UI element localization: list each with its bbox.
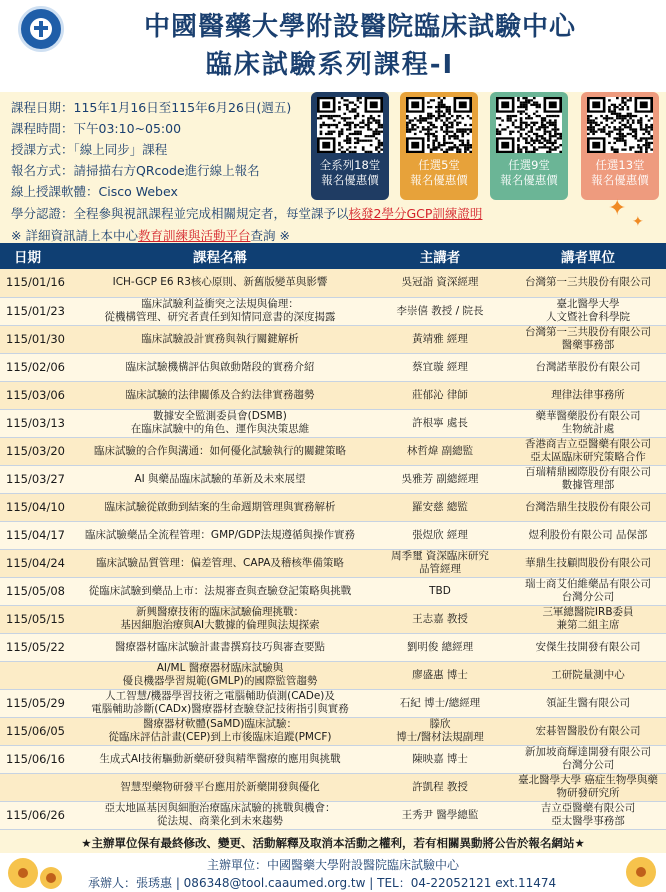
table-row	[0, 409, 666, 437]
qr-code-icon[interactable]	[406, 97, 472, 153]
table-row	[0, 745, 666, 773]
cell-speaker: 石紀 博士/總經理	[370, 689, 510, 717]
header-date: 日期	[0, 243, 70, 269]
cell-org: 台灣第一三共股份有限公司	[510, 269, 666, 297]
cell-date: 115/05/15	[0, 605, 70, 633]
cell-org: 三軍總醫院IRB委員 兼第二組主席	[510, 605, 666, 633]
table-row	[0, 577, 666, 605]
qr-card-pick-9[interactable]: 任選9堂 報名優惠價	[490, 92, 568, 200]
cell-date: 115/02/06	[0, 353, 70, 381]
cell-speaker: 吳冠詣 資深經理	[370, 269, 510, 297]
cell-course: 新興醫療技術的臨床試驗倫理挑戰： 基因細胞治療與AI大數據的倫理與法規探索	[70, 605, 370, 633]
header	[0, 0, 666, 92]
qr-code-icon[interactable]	[587, 97, 653, 153]
cell-date: 115/06/26	[0, 801, 70, 829]
course-software: 線上授課軟體：Cisco Webex	[11, 184, 178, 199]
table-row	[0, 437, 666, 465]
cell-speaker: 黃靖雅 經理	[370, 325, 510, 353]
cell-course: 臨床試驗機構評估與啟動階段的實務介紹	[70, 353, 370, 381]
course-date: 課程日期：115年1月16日至115年6月26日(週五)	[11, 100, 292, 115]
cell-course: 人工智慧/機器學習技術之電腦輔助偵測(CADe)及 電腦輔助診斷(CADx)醫療器材查驗登記技術指引與實務	[70, 689, 370, 717]
signup-method: 報名方式：請掃描右方QRcode進行線上報名	[11, 163, 260, 178]
cell-course: AI/ML 醫療器材臨床試驗與 優良機器學習規範(GMLP)的國際監管趨勢	[70, 661, 370, 689]
cell-date: 115/05/08	[0, 577, 70, 605]
course-time: 課程時間：下午03:10~05:00	[11, 121, 182, 136]
qr-code-icon[interactable]	[317, 97, 383, 153]
header-org: 講者單位	[510, 243, 666, 269]
cell-speaker: 羅安慈 總監	[370, 493, 510, 521]
cell-date: 115/04/24	[0, 549, 70, 577]
table-row	[0, 297, 666, 325]
cell-course: 醫療器材軟體(SaMD)臨床試驗： 從臨床評估計畫(CEP)到上市後臨床追蹤(PMCF)	[70, 717, 370, 745]
cell-org: 宏碁智醫股份有限公司	[510, 717, 666, 745]
table-row	[0, 661, 666, 689]
platform-link[interactable]: 教育訓練與活動平台	[137, 228, 251, 243]
cell-course: 亞太地區基因與細胞治療臨床試驗的挑戰與機會： 從法規、商業化到未來趨勢	[70, 801, 370, 829]
credit-highlight: 核發2學分GCP訓練證明	[348, 206, 483, 221]
cell-course: ICH-GCP E6 R3核心原則、新舊版變革與影響	[70, 269, 370, 297]
table-row	[0, 549, 666, 577]
qr-code-icon[interactable]	[496, 97, 562, 153]
cell-speaker: 莊郁沁 律師	[370, 381, 510, 409]
sparkle-icon: ✦	[632, 214, 644, 230]
cell-date: 115/03/13	[0, 409, 70, 437]
cell-speaker: 許根寧 處長	[370, 409, 510, 437]
table-row	[0, 801, 666, 829]
table-row	[0, 717, 666, 745]
table-row	[0, 493, 666, 521]
cell-course: 生成式AI技術驅動新藥研發與精準醫療的應用與挑戰	[70, 745, 370, 773]
cell-course: 醫療器材臨床試驗計畫書撰寫技巧與審查要點	[70, 633, 370, 661]
cell-org: 台灣第一三共股份有限公司 醫藥事務部	[510, 325, 666, 353]
course-mode: 授課方式：「線上同步」課程	[11, 142, 168, 157]
cell-course: 臨床試驗品質管理：偏差管理、CAPA及稽核準備策略	[70, 549, 370, 577]
cell-date: 115/05/29	[0, 689, 70, 717]
cell-date	[0, 773, 70, 801]
cell-date: 115/01/30	[0, 325, 70, 353]
footer	[0, 853, 666, 892]
cell-speaker: 李崇僖 教授 / 院長	[370, 297, 510, 325]
cell-org: 煜利股份有限公司 品保部	[510, 521, 666, 549]
sparkle-icon: ✦	[608, 196, 627, 221]
cell-org: 理律法律事務所	[510, 381, 666, 409]
cell-org: 百瑞精鼎國際股份有限公司 數據管理部	[510, 465, 666, 493]
table-row	[0, 381, 666, 409]
cell-org: 工研院量測中心	[510, 661, 666, 689]
cell-date: 115/01/23	[0, 297, 70, 325]
cell-org: 香港商吉立亞醫藥有限公司 亞太區臨床研究策略合作	[510, 437, 666, 465]
cell-date: 115/03/27	[0, 465, 70, 493]
cell-speaker: 吳雅芳 副總經理	[370, 465, 510, 493]
info-note: ※ 詳細資訊請上本中心教育訓練與活動平台查詢 ※	[11, 228, 290, 243]
cell-course: 臨床試驗的法律關係及合約法律實務趨勢	[70, 381, 370, 409]
cell-org: 台灣諾華股份有限公司	[510, 353, 666, 381]
header-course: 課程名稱	[70, 243, 370, 269]
table-row	[0, 689, 666, 717]
cell-course: 數據安全監測委員會(DSMB) 在臨床試驗中的角色、運作與決策思維	[70, 409, 370, 437]
cell-org: 領証生醫有限公司	[510, 689, 666, 717]
table-row	[0, 633, 666, 661]
cell-speaker: 周季璽 資深臨床研究 品管經理	[370, 549, 510, 577]
page-title: 中國醫藥大學附設醫院臨床試驗中心	[143, 12, 576, 42]
table-row	[0, 605, 666, 633]
cell-org: 安傑生技開發有限公司	[510, 633, 666, 661]
host-org: 主辦單位：中國醫藥大學附設醫院臨床試驗中心	[206, 858, 459, 872]
cell-org: 台灣浩鼎生技股份有限公司	[510, 493, 666, 521]
cell-speaker: 王志嘉 教授	[370, 605, 510, 633]
cell-speaker: 張煜欣 經理	[370, 521, 510, 549]
table-row	[0, 465, 666, 493]
cell-course: 臨床試驗利益衝突之法規與倫理： 從機構管理、研究者責任到知情同意書的深度揭露	[70, 297, 370, 325]
table-row	[0, 269, 666, 297]
cell-org: 華鼎生技顧問股份有限公司	[510, 549, 666, 577]
table-header-row	[0, 243, 666, 269]
contact-info: 承辦人：張琇惠 | 086348@tool.caaumed.org.tw | TEL：04-22052121 ext.11474	[88, 876, 557, 890]
cell-course: 從臨床試驗到藥品上市：法規審查與查驗登記策略與挑戰	[70, 577, 370, 605]
cell-speaker: 許凱程 教授	[370, 773, 510, 801]
hospital-logo-icon	[18, 6, 64, 52]
cell-speaker: TBD	[370, 577, 510, 605]
table-row	[0, 325, 666, 353]
cell-date: 115/06/05	[0, 717, 70, 745]
header-speaker: 主講者	[370, 243, 510, 269]
cell-speaker: 林哲煒 副總監	[370, 437, 510, 465]
cell-org: 臺北醫學大學 癌症生物學與藥 物研發研究所	[510, 773, 666, 801]
cell-org: 新加坡商輝達開發有限公司 台灣分公司	[510, 745, 666, 773]
cell-speaker: 王秀尹 醫學總監	[370, 801, 510, 829]
page-subtitle: 臨床試驗系列課程-I	[205, 50, 455, 80]
cell-org: 吉立亞醫藥有限公司 亞太醫學事務部	[510, 801, 666, 829]
cell-org: 臺北醫學大學 人文暨社會科學院	[510, 297, 666, 325]
qr-card-pick-5[interactable]: 任選5堂 報名優惠價	[400, 92, 478, 200]
cell-date: 115/06/16	[0, 745, 70, 773]
cell-date: 115/03/20	[0, 437, 70, 465]
cell-course: AI 與藥品臨床試驗的革新及未來展望	[70, 465, 370, 493]
cell-speaker: 蔡宜璇 經理	[370, 353, 510, 381]
table-row	[0, 773, 666, 801]
cell-date	[0, 661, 70, 689]
cell-course: 臨床試驗藥品全流程管理：GMP/GDP法規遵循與操作實務	[70, 521, 370, 549]
cell-speaker: 廖盛惠 博士	[370, 661, 510, 689]
cell-speaker: 劉明俊 總經理	[370, 633, 510, 661]
cell-course: 臨床試驗設計實務與執行關鍵解析	[70, 325, 370, 353]
table-row	[0, 521, 666, 549]
cell-org: 藥華醫藥股份有限公司 生物統計處	[510, 409, 666, 437]
cell-course: 臨床試驗的合作與溝通：如何優化試驗執行的關鍵策略	[70, 437, 370, 465]
disclaimer-note: ★主辦單位保有最終修改、變更、活動解釋及取消本活動之權利，若有相關異動將公告於報名網站★	[0, 833, 666, 853]
cell-org: 瑞士商艾伯維藥品有限公司 台灣分公司	[510, 577, 666, 605]
qr-card-full-series[interactable]: 全系列18堂 報名優惠價	[311, 92, 389, 200]
cell-course: 臨床試驗從啟動到結案的生命週期管理與實務解析	[70, 493, 370, 521]
cell-date: 115/01/16	[0, 269, 70, 297]
cell-date: 115/05/22	[0, 633, 70, 661]
qr-card-pick-13[interactable]: 任選13堂 報名優惠價	[581, 92, 659, 200]
cell-course: 智慧型藥物研發平台應用於新藥開發與優化	[70, 773, 370, 801]
table-row	[0, 353, 666, 381]
schedule-table	[0, 243, 666, 830]
cell-date: 115/04/17	[0, 521, 70, 549]
cell-speaker: 滕欣 博士/醫材法規副理	[370, 717, 510, 745]
cell-date: 115/03/06	[0, 381, 70, 409]
cell-speaker: 陳映嘉 博士	[370, 745, 510, 773]
cell-date: 115/04/10	[0, 493, 70, 521]
credit-info: 學分認證：全程參與視訊課程並完成相關規定者，每堂課予以核發2學分GCP訓練證明	[11, 206, 483, 221]
